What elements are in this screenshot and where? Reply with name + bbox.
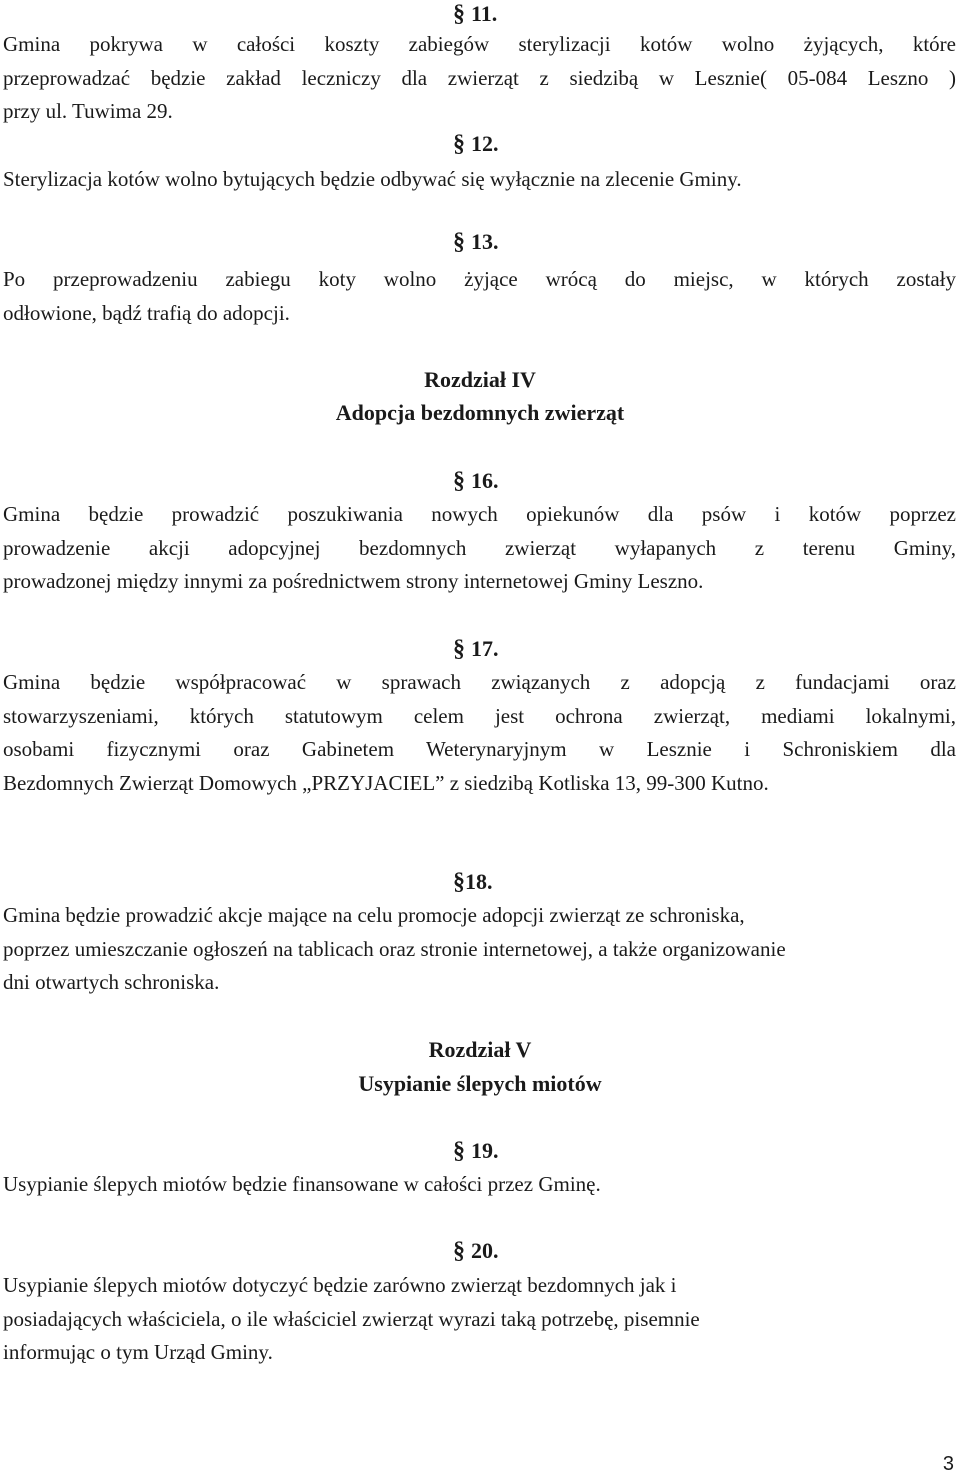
section-18-heading bbox=[453, 868, 493, 896]
section-16-heading bbox=[453, 467, 499, 495]
text-line: odłowione, bądź trafią do adopcji. bbox=[3, 300, 290, 325]
section-13-text bbox=[3, 263, 956, 330]
section-19-text bbox=[3, 1168, 956, 1202]
section-20-heading bbox=[453, 1237, 499, 1265]
section-number: 13. bbox=[471, 229, 499, 254]
text-line: Gmina pokrywa w całości koszty zabiegów sterylizacji kotów wolno żyjących, które bbox=[3, 32, 956, 56]
chapter-5-subtitle: Usypianie ślepych miotów bbox=[358, 1071, 602, 1096]
section-symbol: § bbox=[453, 1138, 471, 1164]
section-11-text bbox=[3, 28, 956, 129]
section-12-heading bbox=[453, 130, 499, 158]
section-13-heading bbox=[453, 228, 499, 256]
text-line: prowadzonej między innymi za pośrednictwem strony internetowej Gminy Leszno. bbox=[3, 569, 704, 593]
section-12-text bbox=[3, 163, 956, 197]
section-19-heading bbox=[453, 1137, 499, 1165]
section-number: 19. bbox=[471, 1138, 499, 1163]
text-line: informując o tym Urząd Gminy. bbox=[3, 1340, 273, 1364]
section-number: 18. bbox=[465, 869, 493, 894]
section-number: 12. bbox=[471, 131, 499, 156]
text-line: poprzez umieszczanie ogłoszeń na tablicach oraz stronie internetowej, a także organizowanie bbox=[3, 936, 786, 961]
section-number: 20. bbox=[471, 1238, 499, 1263]
text-line: Gmina będzie współpracować w sprawach związanych z adopcją z fundacjami oraz bbox=[3, 670, 956, 694]
section-18-text bbox=[3, 899, 956, 1000]
text-line: stowarzyszeniami, których statutowym celem jest ochrona zwierząt, mediami lokalnymi, bbox=[3, 703, 956, 728]
text-line: Bezdomnych Zwierząt Domowych „PRZYJACIEL” z siedzibą Kotliska 13, 99-300 Kutno. bbox=[3, 770, 769, 795]
chapter-5-title: Rozdział V bbox=[428, 1037, 532, 1062]
section-17-text bbox=[3, 666, 956, 800]
section-number: 17. bbox=[471, 636, 499, 661]
text-line: posiadających właściciela, o ile właściciel zwierząt wyrazi taką potrzebę, pisemnie bbox=[3, 1306, 700, 1331]
section-symbol: § bbox=[453, 229, 471, 255]
text-line: prowadzenie akcji adopcyjnej bezdomnych zwierząt wyłapanych z terenu Gminy, bbox=[3, 535, 956, 560]
section-symbol: § bbox=[453, 636, 471, 662]
text-line: dni otwartych schroniska. bbox=[3, 970, 220, 994]
text-line: Sterylizacja kotów wolno bytujących będzie odbywać się wyłącznie na zlecenie Gminy. bbox=[3, 167, 742, 191]
text-line: Usypianie ślepych miotów będzie finansowane w całości przez Gminę. bbox=[3, 1172, 601, 1196]
text-line: Po przeprowadzeniu zabiegu koty wolno żyjące wrócą do miejsc, w których zostały bbox=[3, 267, 956, 291]
text-line: Gmina będzie prowadzić akcje mające na celu promocje adopcji zwierząt ze schroniska, bbox=[3, 903, 745, 927]
section-17-heading bbox=[453, 635, 499, 663]
section-16-text bbox=[3, 498, 956, 599]
section-symbol: § bbox=[453, 131, 471, 157]
text-line: Usypianie ślepych miotów dotyczyć będzie zarówno zwierząt bezdomnych jak i bbox=[3, 1273, 677, 1297]
page-number: 3 bbox=[942, 1453, 954, 1475]
text-line: osobami fizycznymi oraz Gabinetem Weterynaryjnym w Lesznie i Schroniskiem dla bbox=[3, 737, 956, 761]
chapter-4-title: Rozdział IV bbox=[424, 367, 536, 392]
section-20-text bbox=[3, 1269, 956, 1370]
section-symbol: § bbox=[453, 1238, 471, 1264]
text-line: przeprowadzać będzie zakład leczniczy dla zwierząt z siedzibą w Lesznie( 05-084 Leszno ) bbox=[3, 65, 956, 90]
text-line: przy ul. Tuwima 29. bbox=[3, 99, 173, 123]
section-number: 16. bbox=[471, 468, 499, 493]
section-number: 11. bbox=[471, 1, 498, 26]
section-11-heading bbox=[453, 0, 497, 28]
chapter-4-subtitle: Adopcja bezdomnych zwierząt bbox=[335, 400, 625, 425]
section-symbol: § bbox=[453, 1, 471, 27]
section-symbol: § bbox=[453, 468, 471, 494]
section-symbol: § bbox=[453, 869, 465, 895]
text-line: Gmina będzie prowadzić poszukiwania nowych opiekunów dla psów i kotów poprzez bbox=[3, 502, 956, 526]
